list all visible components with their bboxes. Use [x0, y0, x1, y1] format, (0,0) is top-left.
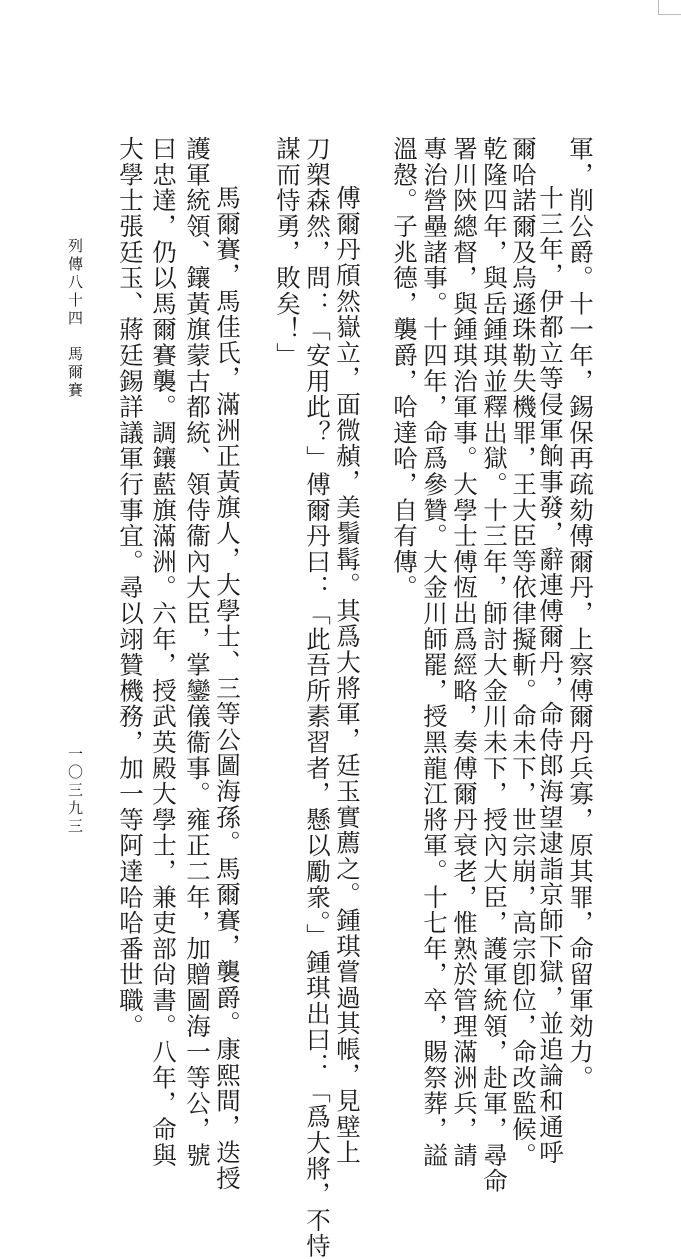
- text-column-11: 馬爾賽，馬佳氏，滿洲正黃旗人，大學士、三等公圖海孫。馬爾賽，襲爵。康熙間，迭授: [213, 185, 242, 1192]
- running-head: 列傳八十四 馬爾賽: [66, 238, 84, 400]
- text-column-6: 專治營壘諸事。十四年，命爲參贊。大金川師罷，授黑龍江將軍。十七年，卒，賜祭葬，謚: [420, 136, 449, 1168]
- text-column-3: 爾哈諾爾及烏遜珠勒失機罪，王大臣等依律擬斬。命未下，世宗崩，高宗卽位，命改監候。: [509, 136, 538, 1168]
- page-number: 一〇三九三: [66, 746, 84, 836]
- text-column-10: 謀而恃勇，敗矣！」: [273, 136, 302, 369]
- text-column-4: 乾隆四年，與岳鍾琪並釋出獄。十三年，師討大金川未下，授內大臣，護軍統領，赴軍，尋命: [480, 136, 509, 1194]
- text-column-14: 大學士張廷玉、蔣廷錫詳議軍行事宜。尋以翊贊機務，加一等阿達哈哈番世職。: [116, 136, 145, 1039]
- text-column-13: 曰忠達，仍以馬爾賽襲。調鑲藍旗滿洲。六年，授武英殿大學士，兼吏部尙書。八年，命與: [149, 136, 178, 1168]
- text-column-12: 護軍統領、鑲黃旗蒙古都統、領侍衞內大臣，掌鑾儀衞事。雍正二年，加贈圖海一等公，號: [183, 136, 212, 1168]
- page-corner-mark: [658, 0, 681, 15]
- text-column-7: 溫慤。子兆德，襲爵，哈達哈，自有傳。: [390, 136, 419, 601]
- text-column-8: 傅爾丹頎然嶽立，面微赬，美鬚髯。其爲大將軍，廷玉實薦之。鍾琪嘗過其帳，見壁上: [333, 185, 362, 1166]
- text-column-2: 十三年，伊都立等侵軍餉事發，辭連傅爾丹，命侍郎海望逮詣京師下獄，並追論和通呼: [536, 185, 565, 1166]
- text-column-9: 刀槊森然，問：「安用此？」傅爾丹曰：「此吾所素習者，懸以勵衆。」鍾琪出曰：「爲大將，不恃: [303, 136, 332, 1259]
- text-column-5: 署川陝總督，與鍾琪治軍事。大學士傅恆出爲經略，奏傅爾丹衰老，惟熟於管理滿洲兵，請: [450, 136, 479, 1168]
- text-column-1: 軍，削公爵。十一年，錫保再疏劾傅爾丹，上察傅爾丹兵寡，原其罪，命留軍効力。: [566, 136, 595, 1091]
